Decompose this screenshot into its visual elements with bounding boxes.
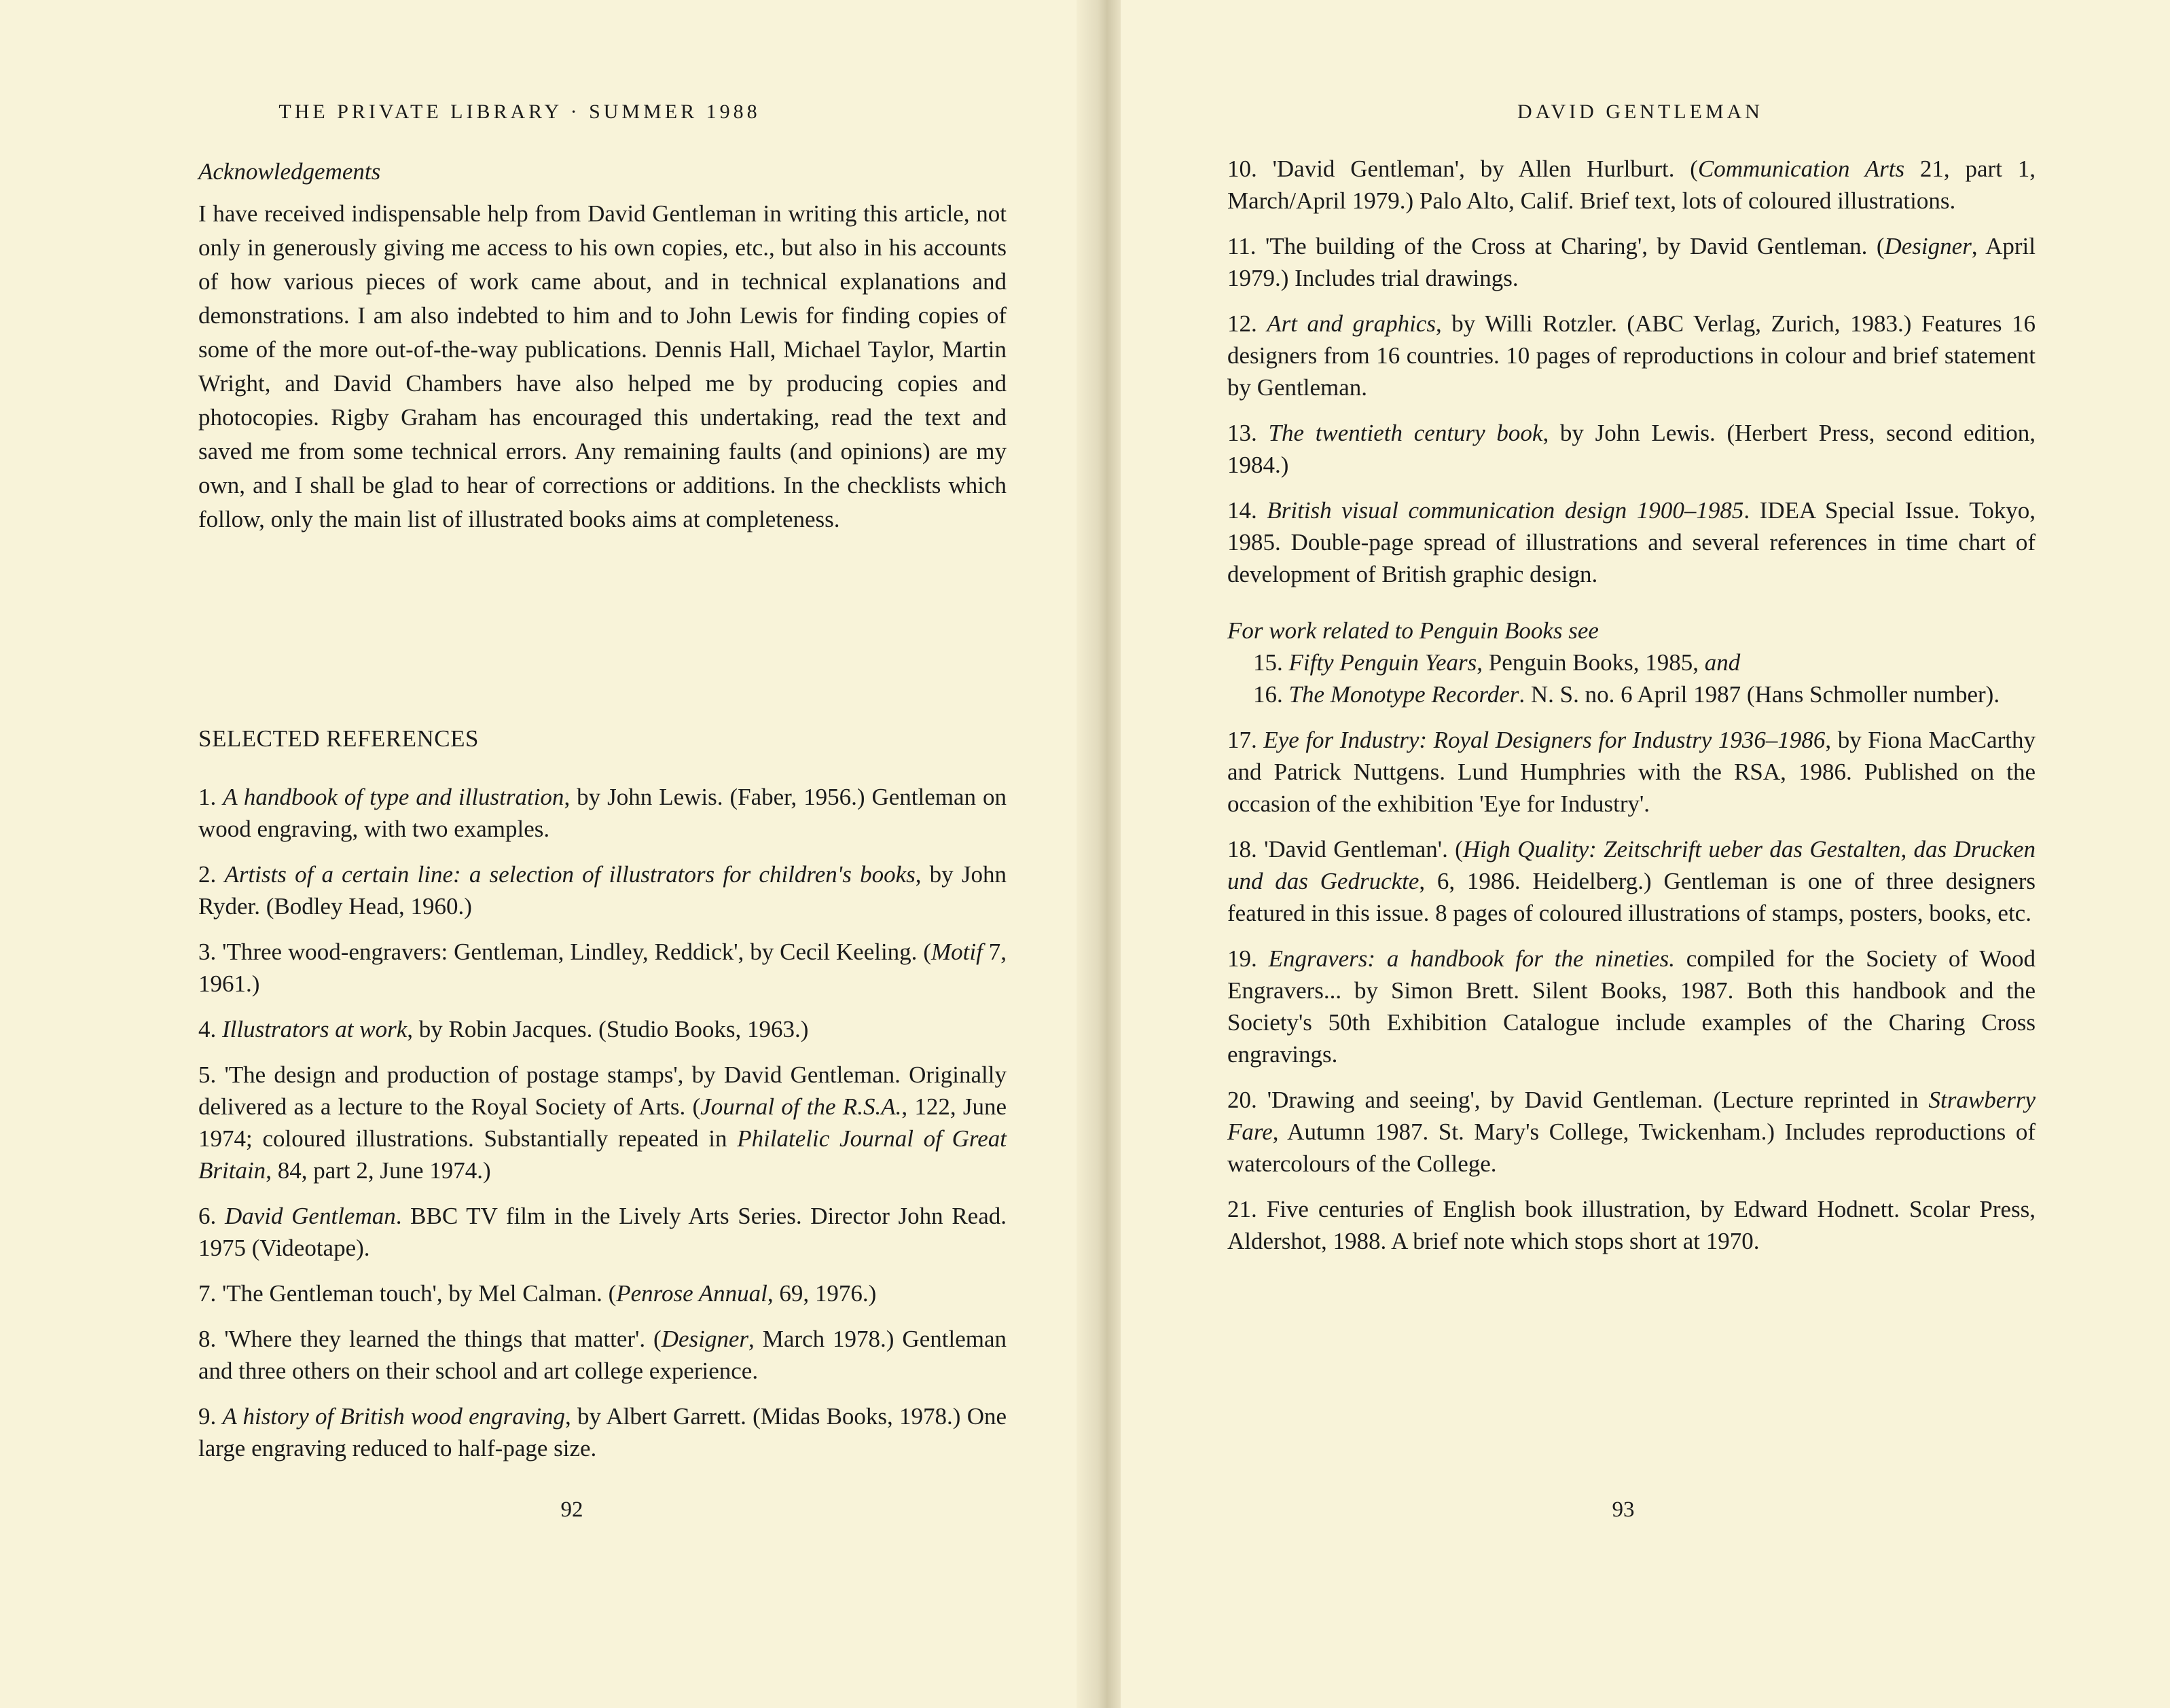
references-group-b	[1227, 724, 2036, 1257]
reference-title: Designer	[661, 1326, 749, 1352]
reference-title: Artists of a certain line: a selection of illustrators for children's books	[224, 861, 916, 888]
reference-text: , March 1978.) Gentleman and three others on their school and art college experience.	[198, 1326, 1007, 1384]
reference-title: Art and graphics	[1267, 310, 1436, 337]
reference-item	[1227, 153, 2036, 217]
reference-title: British visual communication design 1900–1985	[1267, 497, 1744, 524]
reference-item	[1227, 308, 2036, 403]
reference-number: 4.	[198, 1016, 217, 1042]
reference-title: Philatelic Journal of Great Britain	[198, 1125, 1007, 1184]
reference-text: 'Drawing and seeing', by David Gentleman. (Lecture reprinted in	[1267, 1087, 1929, 1113]
reference-item	[1227, 494, 2036, 590]
right-page	[1121, 0, 2170, 1708]
reference-number: 1.	[198, 784, 217, 810]
reference-item	[198, 1400, 1007, 1464]
reference-text: 7, 1961.)	[198, 939, 1007, 997]
selected-references-heading: SELECTED REFERENCES	[198, 725, 479, 752]
reference-title: Designer	[1884, 233, 1972, 259]
reference-item	[198, 1013, 1007, 1045]
reference-text: 'The design and production of postage stamps', by David Gentleman. Originally delivered as a lecture to the Royal Society of Arts. (	[198, 1061, 1007, 1120]
reference-title: The twentieth century book	[1268, 420, 1543, 446]
reference-text: 'Where they learned the things that matter'. (	[224, 1326, 662, 1352]
page-number-right: 93	[1612, 1497, 1635, 1522]
reference-text: , 6, 1986. Heidelberg.) Gentleman is one of three designers featured in this issue. 8 pages of coloured illustrations of stamps, posters, books, etc.	[1227, 868, 2036, 926]
reference-text: compiled for the Society of Wood Engravers... by Simon Brett. Silent Books, 1987. Both this handbook and the Society's 50th Exhibition Catalogue include examples of the Charing Cross engravings.	[1227, 945, 2036, 1068]
reference-text: , 69, 1976.)	[767, 1280, 877, 1307]
reference-text: 'Three wood-engravers: Gentleman, Lindley, Reddick', by Cecil Keeling. (	[222, 939, 932, 965]
reference-text: 'The building of the Cross at Charing', by David Gentleman. (	[1265, 233, 1885, 259]
reference-text: , by Albert Garrett. (Midas Books, 1978.) One large engraving reduced to half-page size.	[198, 1403, 1007, 1461]
reference-text: , April 1979.) Includes trial drawings.	[1227, 233, 2036, 291]
reference-number: 14.	[1227, 497, 1257, 524]
acknowledgements-heading: Acknowledgements	[198, 158, 381, 185]
reference-item	[1227, 417, 2036, 481]
reference-title: Eye for Industry: Royal Designers for Industry 1936–1986	[1263, 727, 1826, 753]
reference-text: . BBC TV film in the Lively Arts Series. Director John Read. 1975 (Videotape).	[198, 1203, 1007, 1261]
reference-number: 15.	[1253, 649, 1283, 676]
reference-number: 11.	[1227, 233, 1256, 259]
reference-item	[1227, 1084, 2036, 1180]
acknowledgements-text: I have received indispensable help from David Gentleman in writing this article, not only in generously giving me access to his own copies, etc., but also in his accounts of how various pieces of work came about, and in technical explanations and demonstrations. I am also indebted to him and to John Lewis for finding copies of some of the more out-of-the-way publications. Dennis Hall, Michael Taylor, Martin Wright, and David Chambers have also helped me by producing copies and photocopies. Rigby Graham has encouraged this undertaking, read the text and saved me from some technical errors. Any remaining faults (and opinions) are my own, and I shall be glad to hear of corrections or additions. In the checklists which follow, only the main list of illustrated books aims at completeness.	[198, 200, 1007, 532]
reference-text: 'David Gentleman', by Allen Hurlburt. (	[1272, 156, 1698, 182]
reference-number: 9.	[198, 1403, 217, 1430]
reference-item	[198, 1323, 1007, 1387]
references-list-right	[1227, 153, 2036, 1271]
reference-title: Motif	[931, 939, 983, 965]
reference-item	[198, 858, 1007, 922]
reference-number: 12.	[1227, 310, 1257, 337]
reference-title: Penrose Annual	[616, 1280, 767, 1307]
reference-title: A handbook of type and illustration	[223, 784, 564, 810]
references-list-left	[198, 781, 1007, 1478]
reference-number: 13.	[1227, 420, 1257, 446]
reference-text: Five centuries of English book illustration, by Edward Hodnett. Scolar Press, Aldershot, 1988. A brief note which stops short at 1970.	[1227, 1196, 2036, 1254]
reference-text: , Penguin Books, 1985,	[1477, 649, 1705, 676]
reference-title: Communication Arts	[1697, 156, 1905, 182]
reference-number: 7.	[198, 1280, 217, 1307]
reference-number: 16.	[1253, 681, 1283, 708]
running-head-right: DAVID GENTLEMAN	[1517, 101, 1763, 123]
reference-text: , by Fiona MacCarthy and Patrick Nuttgens. Lund Humphries with the RSA, 1986. Published on the occasion of the exhibition 'Eye for Industry'.	[1227, 727, 2036, 817]
reference-item	[1227, 833, 2036, 929]
reference-item	[198, 1277, 1007, 1309]
reference-item	[198, 936, 1007, 1000]
reference-item	[1227, 724, 2036, 820]
page-number-left: 92	[560, 1497, 583, 1522]
reference-title: Engravers: a handbook for the nineties.	[1268, 945, 1675, 972]
reference-title: David Gentleman	[224, 1203, 396, 1229]
reference-text: , by John Lewis. (Faber, 1956.) Gentleman on wood engraving, with two examples.	[198, 784, 1007, 842]
running-head-left: THE PRIVATE LIBRARY · SUMMER 1988	[278, 101, 761, 123]
reference-text: 'The Gentleman touch', by Mel Calman. (	[222, 1280, 617, 1307]
reference-number: 6.	[198, 1203, 217, 1229]
reference-item	[1227, 1193, 2036, 1257]
reference-item-15	[1227, 647, 2036, 678]
reference-item	[198, 1059, 1007, 1186]
reference-text: 21, part 1, March/April 1979.) Palo Alto, Calif. Brief text, lots of coloured illustrations.	[1227, 156, 2036, 214]
reference-number: 2.	[198, 861, 217, 888]
reference-title: A history of British wood engraving	[222, 1403, 566, 1430]
reference-text: . IDEA Special Issue. Tokyo, 1985. Double-page spread of illustrations and several references in time chart of development of British graphic design.	[1227, 497, 2036, 587]
reference-text: . N. S. no. 6 April 1987 (Hans Schmoller number).	[1519, 681, 2000, 708]
references-group-a	[1227, 153, 2036, 590]
reference-item	[1227, 230, 2036, 294]
reference-number: 20.	[1227, 1087, 1257, 1113]
reference-title: Fifty Penguin Years	[1288, 649, 1477, 676]
reference-number: 8.	[198, 1326, 217, 1352]
reference-item	[1227, 943, 2036, 1070]
reference-item-16	[1227, 678, 2036, 710]
reference-text: , 84, part 2, June 1974.)	[266, 1157, 491, 1184]
reference-number: 21.	[1227, 1196, 1257, 1222]
reference-title: High Quality: Zeitschrift ueber das Gestalten, das Drucken und das Gedruckte	[1227, 836, 2036, 894]
reference-title: Illustrators at work	[222, 1016, 408, 1042]
penguin-references	[1227, 615, 2036, 710]
reference-item	[198, 781, 1007, 845]
reference-text: , by Willi Rotzler. (ABC Verlag, Zurich, 1983.) Features 16 designers from 16 countries. 10 pages of reproductions in colour and brief statement by Gentleman.	[1227, 310, 2036, 401]
reference-number: 10.	[1227, 156, 1257, 182]
reference-title: Journal of the R.S.A.	[700, 1093, 902, 1120]
reference-item	[198, 1200, 1007, 1264]
reference-conjunction: and	[1704, 649, 1741, 676]
reference-text: , by John Lewis. (Herbert Press, second edition, 1984.)	[1227, 420, 2036, 478]
reference-number: 3.	[198, 939, 217, 965]
reference-text: , by Robin Jacques. (Studio Books, 1963.)	[407, 1016, 809, 1042]
reference-number: 19.	[1227, 945, 1257, 972]
reference-text: 'David Gentleman'. (	[1264, 836, 1463, 862]
reference-text: , Autumn 1987. St. Mary's College, Twickenham.) Includes reproductions of watercolours of the College.	[1227, 1119, 2036, 1177]
reference-number: 18.	[1227, 836, 1257, 862]
penguin-intro: For work related to Penguin Books see	[1227, 617, 1599, 644]
reference-text: , 122, June 1974; coloured illustrations. Substantially repeated in	[198, 1093, 1007, 1152]
reference-number: 5.	[198, 1061, 217, 1088]
reference-title: The Monotype Recorder	[1288, 681, 1519, 708]
reference-text: , by John Ryder. (Bodley Head, 1960.)	[198, 861, 1007, 920]
reference-title: Strawberry Fare	[1227, 1087, 2036, 1145]
reference-number: 17.	[1227, 727, 1257, 753]
